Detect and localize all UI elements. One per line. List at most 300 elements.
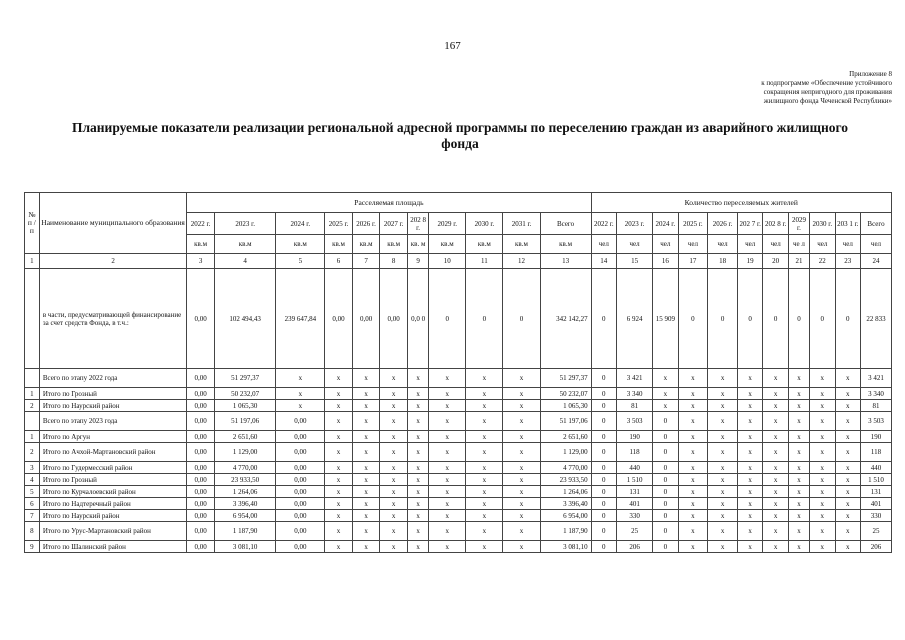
people-value-cell: 0 [591,522,616,541]
people-value-cell: x [835,474,860,486]
people-year-header: 203 1 г. [835,213,860,235]
people-value-cell: x [835,498,860,510]
area-value-cell: x [325,412,353,431]
people-unit-cell: чел [708,235,738,254]
people-value-cell: 0 [591,269,616,369]
area-value-cell: x [503,443,540,462]
area-value-cell: x [407,369,428,388]
area-value-cell: x [429,510,466,522]
area-value-cell: x [429,443,466,462]
area-value-cell: 0,00 [187,486,215,498]
people-value-cell: 118 [617,443,653,462]
people-value-cell: 22 833 [860,269,891,369]
area-value-cell: x [503,522,540,541]
column-number-cell: 11 [466,254,503,269]
municipality-name-cell: в части, предусматривающей финансирование за счет средств Фонда, в т.ч.: [39,269,186,369]
area-value-cell: 2 651,60 [540,431,591,443]
people-value-cell: x [763,474,788,486]
people-value-cell: x [737,431,762,443]
people-value-cell: 0 [653,510,678,522]
table-row [25,369,892,388]
people-value-cell: 3 340 [617,388,653,400]
area-value-cell: x [407,443,428,462]
people-value-cell: x [653,369,678,388]
people-value-cell: 0 [653,541,678,553]
area-value-cell: 0,00 [276,498,325,510]
people-value-cell: x [678,462,708,474]
area-value-cell: x [429,541,466,553]
area-value-cell: x [429,412,466,431]
area-value-cell: x [352,400,380,412]
people-value-cell: x [737,369,762,388]
column-number-cell: 22 [810,254,835,269]
people-value-cell: 25 [617,522,653,541]
people-value-cell: x [835,388,860,400]
area-value-cell: x [466,369,503,388]
area-value-cell: x [380,462,408,474]
people-value-cell: x [763,443,788,462]
people-value-cell: 0 [591,431,616,443]
people-value-cell: 206 [860,541,891,553]
people-value-cell: 0 [810,269,835,369]
people-year-header: 2024 г. [653,213,678,235]
table-row [25,486,892,498]
people-value-cell: x [708,510,738,522]
area-value-cell: 0,00 [187,474,215,486]
people-value-cell: 0 [591,486,616,498]
area-value-cell: 1 129,00 [214,443,276,462]
area-unit-cell: кв.м [466,235,503,254]
area-value-cell: x [503,498,540,510]
people-value-cell: x [810,510,835,522]
people-value-cell: 0 [653,443,678,462]
column-number-cell: 4 [214,254,276,269]
people-value-cell: x [763,541,788,553]
row-number-cell: 2 [25,400,40,412]
people-value-cell: x [737,510,762,522]
people-value-cell: 0 [591,510,616,522]
people-value-cell: x [678,412,708,431]
area-value-cell: x [466,498,503,510]
area-value-cell: x [407,400,428,412]
people-year-header: 2025 г. [678,213,708,235]
area-value-cell: 102 494,43 [214,269,276,369]
people-value-cell: 131 [860,486,891,498]
people-value-cell: x [678,541,708,553]
column-number-cell: 18 [708,254,738,269]
people-value-cell: x [678,474,708,486]
municipality-name-cell: Итого по Шалинский район [39,541,186,553]
area-value-cell: x [429,400,466,412]
people-value-cell: x [708,400,738,412]
area-value-cell: x [466,443,503,462]
people-value-cell: 1 510 [860,474,891,486]
area-value-cell: x [352,541,380,553]
people-unit-cell: чел [737,235,762,254]
row-number-cell: 2 [25,443,40,462]
people-value-cell: 0 [763,269,788,369]
area-year-header: 2022 г. [187,213,215,235]
people-value-cell: 0 [737,269,762,369]
column-number-cell: 8 [380,254,408,269]
area-value-cell: x [380,431,408,443]
area-value-cell: 0,00 [380,269,408,369]
people-value-cell: 0 [788,269,809,369]
row-number-cell [25,412,40,431]
people-value-cell: 0 [591,474,616,486]
people-value-cell: 25 [860,522,891,541]
people-value-cell: x [708,498,738,510]
area-value-cell: x [503,400,540,412]
column-number-cell: 3 [187,254,215,269]
people-value-cell: 0 [653,522,678,541]
people-unit-cell: чел [678,235,708,254]
area-value-cell: 51 297,37 [214,369,276,388]
area-value-cell: 0,00 [187,498,215,510]
area-value-cell: 51 197,06 [214,412,276,431]
area-value-cell: 0,00 [187,400,215,412]
area-value-cell: x [503,474,540,486]
people-unit-cell: чел [763,235,788,254]
people-value-cell: x [788,443,809,462]
area-value-cell: x [407,522,428,541]
row-number-cell: 5 [25,486,40,498]
area-value-cell: x [429,369,466,388]
people-value-cell: x [788,474,809,486]
people-value-cell: x [678,510,708,522]
people-value-cell: 15 909 [653,269,678,369]
municipality-name-cell: Итого по Ачхой-Мартановский район [39,443,186,462]
people-value-cell: x [810,431,835,443]
area-value-cell: x [325,522,353,541]
people-year-header: 2023 г. [617,213,653,235]
column-number-cell: 9 [407,254,428,269]
row-number-cell: 4 [25,474,40,486]
area-year-header: 202 8 г. [407,213,428,235]
municipality-name-cell: Итого по Курчалоевский район [39,486,186,498]
people-unit-cell: чел [810,235,835,254]
area-value-cell: 1 065,30 [540,400,591,412]
people-value-cell: 81 [617,400,653,412]
area-value-cell: 0,00 [276,474,325,486]
people-value-cell: 0 [653,462,678,474]
people-value-cell: x [835,400,860,412]
area-value-cell: x [325,431,353,443]
appendix-line: жилищного фонда Чеченской Республики» [763,97,892,105]
people-year-header: 2029 г. [788,213,809,235]
people-value-cell: 131 [617,486,653,498]
people-value-cell: x [737,498,762,510]
area-value-cell: x [503,388,540,400]
area-value-cell: 0,00 [276,443,325,462]
people-value-cell: x [678,443,708,462]
people-value-cell: 6 924 [617,269,653,369]
area-value-cell: 6 954,00 [540,510,591,522]
area-value-cell: x [429,462,466,474]
area-value-cell: x [466,510,503,522]
municipality-name-cell: Всего по этапу 2023 года [39,412,186,431]
people-value-cell: x [708,412,738,431]
area-unit-cell: кв.м [352,235,380,254]
area-year-header: 2025 г. [325,213,353,235]
area-value-cell: 0,00 [187,412,215,431]
people-value-cell: x [737,522,762,541]
people-value-cell: x [653,388,678,400]
people-value-cell: 0 [653,498,678,510]
area-value-cell: x [503,541,540,553]
area-value-cell: x [325,400,353,412]
area-value-cell: x [352,388,380,400]
area-value-cell: 1 264,06 [214,486,276,498]
area-value-cell: x [466,462,503,474]
appendix-line: сокращения непригодного для проживания [763,88,892,96]
area-value-cell: x [380,400,408,412]
people-value-cell: x [788,498,809,510]
area-unit-cell: кв.м [540,235,591,254]
municipality-name-cell: Итого по Аргун [39,431,186,443]
municipality-name-cell: Итого по Гудермесский район [39,462,186,474]
people-value-cell: x [737,462,762,474]
people-value-cell: x [835,412,860,431]
people-year-header: 202 8 г. [763,213,788,235]
municipality-name-cell: Итого по Грозный [39,388,186,400]
area-unit-cell: кв.м [276,235,325,254]
column-number-cell: 13 [540,254,591,269]
people-value-cell: x [708,486,738,498]
area-value-cell: x [380,510,408,522]
column-number-cell: 24 [860,254,891,269]
people-unit-cell: чел [591,235,616,254]
area-value-cell: x [380,474,408,486]
appendix-line: Приложение 8 [849,70,892,78]
area-group-header: Расселяемая площадь [187,193,591,213]
people-value-cell: x [835,462,860,474]
area-value-cell: x [429,486,466,498]
people-value-cell: x [763,369,788,388]
people-value-cell: x [763,400,788,412]
area-value-cell: x [352,510,380,522]
area-unit-cell: кв.м [429,235,466,254]
people-value-cell: x [835,522,860,541]
people-value-cell: x [737,486,762,498]
area-value-cell: 0,00 [276,541,325,553]
area-value-cell: x [325,369,353,388]
table-row [25,498,892,510]
people-value-cell: 330 [860,510,891,522]
area-value-cell: x [407,510,428,522]
area-value-cell: x [466,388,503,400]
people-value-cell: x [835,486,860,498]
area-value-cell: 0 [503,269,540,369]
area-value-cell: x [466,522,503,541]
people-value-cell: x [810,486,835,498]
people-value-cell: 206 [617,541,653,553]
column-number-cell: 5 [276,254,325,269]
area-value-cell: 0,00 [187,462,215,474]
people-value-cell: 0 [591,412,616,431]
column-number-cell: 10 [429,254,466,269]
people-value-cell: 0 [591,462,616,474]
people-value-cell: x [788,486,809,498]
people-value-cell: x [835,510,860,522]
people-value-cell: 0 [653,412,678,431]
row-number-cell [25,369,40,388]
column-number-cell: 23 [835,254,860,269]
area-value-cell: 0,00 [187,443,215,462]
area-value-cell: x [325,474,353,486]
municipality-name-cell: Итого по Наурский район [39,400,186,412]
people-value-cell: x [737,412,762,431]
table-row [25,400,892,412]
area-value-cell: 6 954,00 [214,510,276,522]
area-value-cell: x [503,510,540,522]
people-value-cell: x [810,474,835,486]
people-value-cell: x [708,474,738,486]
people-value-cell: x [708,388,738,400]
people-unit-cell: че л [788,235,809,254]
area-value-cell: 342 142,27 [540,269,591,369]
area-value-cell: x [429,388,466,400]
area-value-cell: 23 933,50 [214,474,276,486]
people-value-cell: x [708,522,738,541]
area-value-cell: x [429,474,466,486]
area-value-cell: 0,00 [187,269,215,369]
people-value-cell: x [678,369,708,388]
people-value-cell: 3 503 [617,412,653,431]
column-number-cell: 21 [788,254,809,269]
area-value-cell: x [407,486,428,498]
area-value-cell: x [407,388,428,400]
area-value-cell: x [325,443,353,462]
area-value-cell: x [276,369,325,388]
area-value-cell: 0,00 [352,269,380,369]
column-number-cell: 16 [653,254,678,269]
area-value-cell: x [503,412,540,431]
area-value-cell: x [352,369,380,388]
row-number-cell: 1 [25,431,40,443]
people-value-cell: x [810,400,835,412]
column-number-cell: 7 [352,254,380,269]
area-value-cell: 0,00 [276,412,325,431]
area-value-cell: x [503,431,540,443]
area-value-cell: x [503,369,540,388]
people-unit-cell: чел [653,235,678,254]
area-value-cell: 0,00 [325,269,353,369]
area-value-cell: 51 197,06 [540,412,591,431]
area-value-cell: x [352,486,380,498]
area-value-cell: 0,00 [187,388,215,400]
table-row [25,431,892,443]
column-number-cell: 14 [591,254,616,269]
municipality-name-cell: Итого по Надтеречный район [39,498,186,510]
column-number-cell: 15 [617,254,653,269]
people-value-cell: x [763,510,788,522]
people-value-cell: x [678,388,708,400]
area-value-cell: 23 933,50 [540,474,591,486]
area-value-cell: 3 081,10 [214,541,276,553]
people-value-cell: 0 [653,431,678,443]
table-row [25,412,892,431]
area-value-cell: x [466,541,503,553]
people-year-header: 2030 г. [810,213,835,235]
area-value-cell: x [325,541,353,553]
area-value-cell: x [380,541,408,553]
people-value-cell: x [788,510,809,522]
people-value-cell: x [835,369,860,388]
people-value-cell: x [810,443,835,462]
people-value-cell: 0 [653,474,678,486]
area-value-cell: x [380,369,408,388]
people-value-cell: 3 340 [860,388,891,400]
area-value-cell: 0 [429,269,466,369]
people-value-cell: x [788,400,809,412]
column-number-cell: 17 [678,254,708,269]
municipality-name-cell: Всего по этапу 2022 года [39,369,186,388]
area-value-cell: x [407,474,428,486]
area-value-cell: 1 187,90 [540,522,591,541]
table-row [25,474,892,486]
area-unit-cell: кв. м [407,235,428,254]
people-value-cell: x [788,462,809,474]
people-value-cell: 0 [835,269,860,369]
people-value-cell: 440 [617,462,653,474]
area-value-cell: x [429,498,466,510]
area-value-cell: x [503,486,540,498]
people-value-cell: 1 510 [617,474,653,486]
people-value-cell: x [678,486,708,498]
area-year-header: 2024 г. [276,213,325,235]
page-number: 167 [444,40,461,52]
area-value-cell: x [276,388,325,400]
area-value-cell: 1 065,30 [214,400,276,412]
area-value-cell: x [325,510,353,522]
table-row [25,510,892,522]
area-value-cell: 2 651,60 [214,431,276,443]
people-group-header: Количество переселяемых жителей [591,193,891,213]
area-value-cell: 0,00 [276,431,325,443]
people-value-cell: x [737,400,762,412]
row-number-cell: 6 [25,498,40,510]
area-value-cell: x [407,541,428,553]
area-value-cell: x [325,498,353,510]
appendix-note [692,70,892,106]
table-row [25,522,892,541]
area-value-cell: x [380,412,408,431]
people-value-cell: x [737,474,762,486]
area-value-cell: 0,0 0 [407,269,428,369]
row-number-cell: 1 [25,388,40,400]
area-value-cell: 1 187,90 [214,522,276,541]
area-value-cell: x [352,474,380,486]
area-value-cell: x [276,400,325,412]
people-value-cell: x [737,541,762,553]
people-value-cell: 0 [591,541,616,553]
people-value-cell: x [788,369,809,388]
people-value-cell: x [810,541,835,553]
people-value-cell: 81 [860,400,891,412]
area-unit-cell: кв.м [325,235,353,254]
people-value-cell: x [788,541,809,553]
people-value-cell: 401 [617,498,653,510]
people-value-cell: x [763,522,788,541]
area-value-cell: x [466,474,503,486]
people-value-cell: 3 503 [860,412,891,431]
area-value-cell: x [325,388,353,400]
column-number-cell: 12 [503,254,540,269]
area-value-cell: x [380,522,408,541]
column-number-cell: 6 [325,254,353,269]
people-value-cell: x [763,412,788,431]
